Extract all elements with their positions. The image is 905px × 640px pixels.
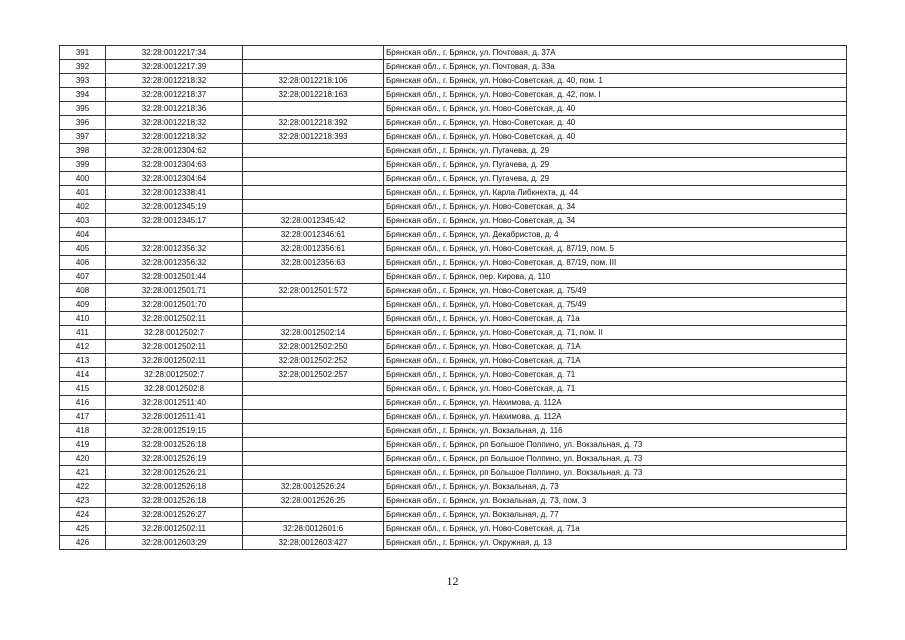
table-row (60, 74, 847, 88)
cadastral-number-cell: 32:28:0012304:62 (106, 144, 243, 158)
sub-cadastral-number-cell (243, 410, 384, 424)
table-row (60, 242, 847, 256)
sub-cadastral-number-cell (243, 508, 384, 522)
row-number-cell: 398 (60, 144, 106, 158)
row-number-cell: 397 (60, 130, 106, 144)
table-row (60, 466, 847, 480)
sub-cadastral-number-cell: 32:28:0012601:6 (243, 522, 384, 536)
table-row (60, 144, 847, 158)
address-cell: Брянская обл., г. Брянск, ул. Ново-Советская, д. 87/19, пом. III (384, 256, 847, 270)
sub-cadastral-number-cell: 32:28:0012603:427 (243, 536, 384, 550)
cadastral-number-cell: 32:28:0012502:11 (106, 340, 243, 354)
row-number-cell: 393 (60, 74, 106, 88)
table-row (60, 326, 847, 340)
table-row (60, 494, 847, 508)
address-cell: Брянская обл., г. Брянск, ул. Ново-Советская, д. 71а (384, 312, 847, 326)
row-number-cell: 409 (60, 298, 106, 312)
table-row (60, 256, 847, 270)
table-row (60, 368, 847, 382)
sub-cadastral-number-cell: 32:28:0012502:252 (243, 354, 384, 368)
sub-cadastral-number-cell: 32:28:0012502:257 (243, 368, 384, 382)
cadastral-number-cell: 32:28:0012511:41 (106, 410, 243, 424)
cadastral-number-cell: 32:28:0012345:19 (106, 200, 243, 214)
address-cell: Брянская обл., г. Брянск, ул. Пугачева, д. 29 (384, 144, 847, 158)
row-number-cell: 406 (60, 256, 106, 270)
cadastral-number-cell: 32:28:0012218:32 (106, 116, 243, 130)
table-row (60, 228, 847, 242)
table-row (60, 172, 847, 186)
cadastral-number-cell: 32:28:0012502:11 (106, 522, 243, 536)
table-row (60, 438, 847, 452)
sub-cadastral-number-cell: 32:28:0012346:61 (243, 228, 384, 242)
address-cell: Брянская обл., г. Брянск, ул. Ново-Советская, д. 40, пом. 1 (384, 74, 847, 88)
row-number-cell: 399 (60, 158, 106, 172)
cadastral-number-cell: 32:28:0012338:41 (106, 186, 243, 200)
address-cell: Брянская обл., г. Брянск, ул. Нахимова, д. 112А (384, 396, 847, 410)
table-row (60, 298, 847, 312)
table-row (60, 396, 847, 410)
sub-cadastral-number-cell (243, 438, 384, 452)
address-cell: Брянская обл., г. Брянск, ул. Ново-Советская, д. 75/49 (384, 298, 847, 312)
address-cell: Брянская обл., г. Брянск, ул. Нахимова, д. 112А (384, 410, 847, 424)
sub-cadastral-number-cell (243, 172, 384, 186)
sub-cadastral-number-cell (243, 158, 384, 172)
row-number-cell: 418 (60, 424, 106, 438)
table-row (60, 452, 847, 466)
cadastral-number-cell: 32:28:0012218:32 (106, 74, 243, 88)
address-cell: Брянская обл., г. Брянск, ул. Карла Либкнехта, д. 44 (384, 186, 847, 200)
row-number-cell: 391 (60, 46, 106, 60)
address-cell: Брянская обл., г. Брянск, ул. Окружная, д. 13 (384, 536, 847, 550)
table-row (60, 536, 847, 550)
sub-cadastral-number-cell: 32:28:0012526:25 (243, 494, 384, 508)
page-number: 12 (446, 574, 459, 588)
table-row (60, 116, 847, 130)
sub-cadastral-number-cell (243, 298, 384, 312)
table-row (60, 270, 847, 284)
cadastral-number-cell: 32:28:0012218:36 (106, 102, 243, 116)
cadastral-number-cell: 32:28:0012356:32 (106, 242, 243, 256)
row-number-cell: 394 (60, 88, 106, 102)
table-row (60, 186, 847, 200)
table-row (60, 340, 847, 354)
address-cell: Брянская обл., г. Брянск, ул. Ново-Советская, д. 40 (384, 102, 847, 116)
sub-cadastral-number-cell (243, 46, 384, 60)
row-number-cell: 415 (60, 382, 106, 396)
row-number-cell: 395 (60, 102, 106, 116)
sub-cadastral-number-cell (243, 270, 384, 284)
address-cell: Брянская обл., г. Брянск, ул. Ново-Советская, д. 87/19, пом. 5 (384, 242, 847, 256)
sub-cadastral-number-cell (243, 102, 384, 116)
address-cell: Брянская обл., г. Брянск, рп Большое Полпино, ул. Вокзальная, д. 73 (384, 438, 847, 452)
address-cell: Брянская обл., г. Брянск, ул. Вокзальная, д. 77 (384, 508, 847, 522)
row-number-cell: 403 (60, 214, 106, 228)
sub-cadastral-number-cell (243, 312, 384, 326)
table-row (60, 102, 847, 116)
address-cell: Брянская обл., г. Брянск, ул. Ново-Советская, д. 71 (384, 382, 847, 396)
sub-cadastral-number-cell (243, 424, 384, 438)
cadastral-number-cell: 32:28:0012502:11 (106, 312, 243, 326)
sub-cadastral-number-cell (243, 396, 384, 410)
cadastral-number-cell: 32:28:0012526:18 (106, 438, 243, 452)
address-cell: Брянская обл., г. Брянск, ул. Ново-Советская, д. 34 (384, 214, 847, 228)
address-cell: Брянская обл., г. Брянск, рп Большое Полпино, ул. Вокзальная, д. 73 (384, 466, 847, 480)
cadastral-number-cell: 32:28:0012526:21 (106, 466, 243, 480)
sub-cadastral-number-cell (243, 60, 384, 74)
row-number-cell: 422 (60, 480, 106, 494)
row-number-cell: 413 (60, 354, 106, 368)
table-row (60, 214, 847, 228)
address-cell: Брянская обл., г. Брянск, ул. Ново-Советская, д. 34 (384, 200, 847, 214)
address-cell: Брянская обл., г. Брянск, ул. Вокзальная, д. 73 (384, 480, 847, 494)
table-row (60, 480, 847, 494)
sub-cadastral-number-cell: 32:28:0012526:24 (243, 480, 384, 494)
cadastral-number-cell: 32:28:0012526:18 (106, 480, 243, 494)
address-cell: Брянская обл., г. Брянск, ул. Пугачева, д. 29 (384, 158, 847, 172)
address-cell: Брянская обл., г. Брянск, рп Большое Полпино, ул. Вокзальная, д. 73 (384, 452, 847, 466)
row-number-cell: 404 (60, 228, 106, 242)
cadastral-number-cell: 32:28:0012502:7 (106, 326, 243, 340)
property-registry-table (59, 45, 847, 550)
address-cell: Брянская обл., г. Брянск, ул. Почтовая, д. 33а (384, 60, 847, 74)
sub-cadastral-number-cell: 32:28:0012356:63 (243, 256, 384, 270)
sub-cadastral-number-cell: 32:28:0012501:572 (243, 284, 384, 298)
cadastral-number-cell: 32:28:0012501:71 (106, 284, 243, 298)
sub-cadastral-number-cell: 32:28:0012218:392 (243, 116, 384, 130)
row-number-cell: 400 (60, 172, 106, 186)
table-row (60, 424, 847, 438)
cadastral-number-cell: 32:28:0012502:8 (106, 382, 243, 396)
sub-cadastral-number-cell (243, 382, 384, 396)
row-number-cell: 417 (60, 410, 106, 424)
sub-cadastral-number-cell: 32:28:0012218:393 (243, 130, 384, 144)
address-cell: Брянская обл., г. Брянск, ул. Ново-Советская, д. 42, пом. I (384, 88, 847, 102)
row-number-cell: 414 (60, 368, 106, 382)
cadastral-number-cell: 32:28:0012526:19 (106, 452, 243, 466)
row-number-cell: 420 (60, 452, 106, 466)
row-number-cell: 423 (60, 494, 106, 508)
table-row (60, 522, 847, 536)
registry-table-body (60, 46, 847, 550)
row-number-cell: 405 (60, 242, 106, 256)
sub-cadastral-number-cell (243, 452, 384, 466)
cadastral-number-cell: 32:28:0012304:63 (106, 158, 243, 172)
table-row (60, 88, 847, 102)
row-number-cell: 424 (60, 508, 106, 522)
address-cell: Брянская обл., г. Брянск, ул. Пугачева, д. 29 (384, 172, 847, 186)
address-cell: Брянская обл., г. Брянск, пер. Кирова, д. 110 (384, 270, 847, 284)
cadastral-number-cell: 32:28:0012304:64 (106, 172, 243, 186)
table-row (60, 130, 847, 144)
table-row (60, 200, 847, 214)
address-cell: Брянская обл., г. Брянск, ул. Ново-Советская, д. 40 (384, 130, 847, 144)
address-cell: Брянская обл., г. Брянск, ул. Декабристов, д. 4 (384, 228, 847, 242)
cadastral-number-cell: 32:28:0012217:39 (106, 60, 243, 74)
cadastral-number-cell: 32:28:0012502:7 (106, 368, 243, 382)
table-row (60, 60, 847, 74)
row-number-cell: 401 (60, 186, 106, 200)
cadastral-number-cell: 32:28:0012501:44 (106, 270, 243, 284)
address-cell: Брянская обл., г. Брянск, ул. Ново-Советская, д. 75/49 (384, 284, 847, 298)
table-row (60, 410, 847, 424)
address-cell: Брянская обл., г. Брянск, ул. Вокзальная, д. 116 (384, 424, 847, 438)
sub-cadastral-number-cell: 32:28:0012218:106 (243, 74, 384, 88)
row-number-cell: 416 (60, 396, 106, 410)
address-cell: Брянская обл., г. Брянск, ул. Почтовая, д. 37А (384, 46, 847, 60)
table-row (60, 158, 847, 172)
cadastral-number-cell: 32:28:0012218:37 (106, 88, 243, 102)
cadastral-number-cell: 32:28:0012603:29 (106, 536, 243, 550)
cadastral-number-cell: 32:28:0012526:27 (106, 508, 243, 522)
row-number-cell: 410 (60, 312, 106, 326)
row-number-cell: 411 (60, 326, 106, 340)
row-number-cell: 412 (60, 340, 106, 354)
table-row (60, 284, 847, 298)
table-row (60, 312, 847, 326)
cadastral-number-cell: 32:28:0012356:32 (106, 256, 243, 270)
sub-cadastral-number-cell (243, 200, 384, 214)
row-number-cell: 396 (60, 116, 106, 130)
table-row (60, 354, 847, 368)
row-number-cell: 408 (60, 284, 106, 298)
sub-cadastral-number-cell (243, 466, 384, 480)
table-row (60, 508, 847, 522)
address-cell: Брянская обл., г. Брянск, ул. Ново-Советская, д. 40 (384, 116, 847, 130)
row-number-cell: 392 (60, 60, 106, 74)
cadastral-number-cell: 32:28:0012526:18 (106, 494, 243, 508)
address-cell: Брянская обл., г. Брянск, ул. Вокзальная, д. 73, пом. 3 (384, 494, 847, 508)
cadastral-number-cell (106, 228, 243, 242)
address-cell: Брянская обл., г. Брянск, ул. Ново-Советская, д. 71а (384, 522, 847, 536)
table-row (60, 46, 847, 60)
cadastral-number-cell: 32:28:0012519:15 (106, 424, 243, 438)
address-cell: Брянская обл., г. Брянск, ул. Ново-Советская, д. 71, пом. II (384, 326, 847, 340)
cadastral-number-cell: 32:28:0012218:32 (106, 130, 243, 144)
cadastral-number-cell: 32:28:0012511:40 (106, 396, 243, 410)
row-number-cell: 402 (60, 200, 106, 214)
cadastral-number-cell: 32:28:0012501:70 (106, 298, 243, 312)
sub-cadastral-number-cell: 32:28:0012356:61 (243, 242, 384, 256)
table-row (60, 382, 847, 396)
address-cell: Брянская обл., г. Брянск, ул. Ново-Советская, д. 71А (384, 354, 847, 368)
row-number-cell: 421 (60, 466, 106, 480)
address-cell: Брянская обл., г. Брянск, ул. Ново-Советская, д. 71А (384, 340, 847, 354)
row-number-cell: 407 (60, 270, 106, 284)
cadastral-number-cell: 32:28:0012217:34 (106, 46, 243, 60)
sub-cadastral-number-cell: 32:28:0012502:250 (243, 340, 384, 354)
sub-cadastral-number-cell: 32:28:0012502:14 (243, 326, 384, 340)
cadastral-number-cell: 32:28:0012345:17 (106, 214, 243, 228)
address-cell: Брянская обл., г. Брянск, ул. Ново-Советская, д. 71 (384, 368, 847, 382)
sub-cadastral-number-cell (243, 144, 384, 158)
cadastral-number-cell: 32:28:0012502:11 (106, 354, 243, 368)
sub-cadastral-number-cell (243, 186, 384, 200)
row-number-cell: 426 (60, 536, 106, 550)
sub-cadastral-number-cell: 32:28:0012218:163 (243, 88, 384, 102)
sub-cadastral-number-cell: 32:28:0012345:42 (243, 214, 384, 228)
row-number-cell: 419 (60, 438, 106, 452)
row-number-cell: 425 (60, 522, 106, 536)
